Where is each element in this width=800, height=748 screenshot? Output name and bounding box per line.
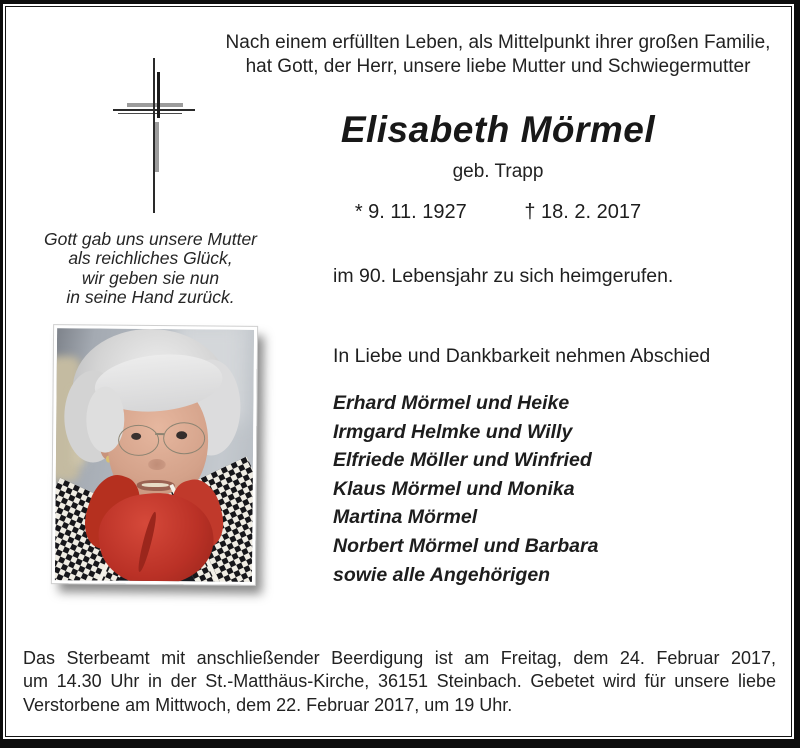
funeral-line: Das Sterbeamt mit anschließender Beerdigung ist am Freitag, dem 24. Februar 2017, [23,648,776,668]
funeral-line: um 14.30 Uhr in der St.-Matthäus-Kirche, 36151 Steinbach. Gebetet wird für unsere liebe [23,671,776,692]
mourner-name: Martina Mörmel [333,506,478,529]
cross-stroke [157,72,160,118]
cross-stroke [154,122,159,172]
birth-date: * 9. 11. 1927 [354,201,467,223]
intro-line-2: hat Gott, der Herr, unsere liebe Mutter und Schwiegermutter [245,55,751,77]
cross-stroke [153,58,155,213]
poem-line: als reichliches Glück, [68,248,233,269]
photo-teeth [142,483,169,487]
portrait-photo [52,325,257,585]
photo-glasses-lens [118,425,159,456]
mourner-name: Erhard Mörmel und Heike [333,392,570,414]
cross-stroke [127,103,183,107]
poem-line: Gott gab uns unsere Mutter [43,229,258,249]
deceased-name: Elisabeth Mörmel [340,109,656,150]
mourner-name: Norbert Mörmel und Barbara [333,534,599,557]
photo-eye [176,431,187,439]
mourner-name: Klaus Mörmel und Monika [333,477,575,500]
cross-stroke [118,113,182,114]
intro-line-1: Nach einem erfüllten Leben, als Mittelpunkt ihrer großen Familie, [225,32,771,53]
life-dates [198,201,798,224]
mourner-name: sowie alle Angehörigen [333,563,551,586]
death-date: † 18. 2. 2017 [524,201,642,223]
age-line: im 90. Lebensjahr zu sich heimgerufen. [333,265,674,287]
cross-icon [108,54,200,220]
mourners-list [333,389,663,589]
intro-text [198,31,798,78]
photo-glasses-bridge [155,433,164,435]
photo-nose [148,459,166,470]
farewell-intro: In Liebe und Dankbarkeit nehmen Abschied [333,345,711,367]
funeral-details [23,647,776,717]
memorial-poem [18,230,283,308]
poem-line: in seine Hand zurück. [66,287,235,308]
mourner-name: Elfriede Möller und Winfried [333,449,592,472]
poem-line: wir geben sie nun [81,267,220,288]
maiden-name: geb. Trapp [452,161,544,182]
mourner-name: Irmgard Helmke und Willy [333,420,573,443]
photo-eye [131,433,141,440]
funeral-line: Verstorbene am Mittwoch, dem 22. Februar 2017, um 19 Uhr. [23,694,513,715]
